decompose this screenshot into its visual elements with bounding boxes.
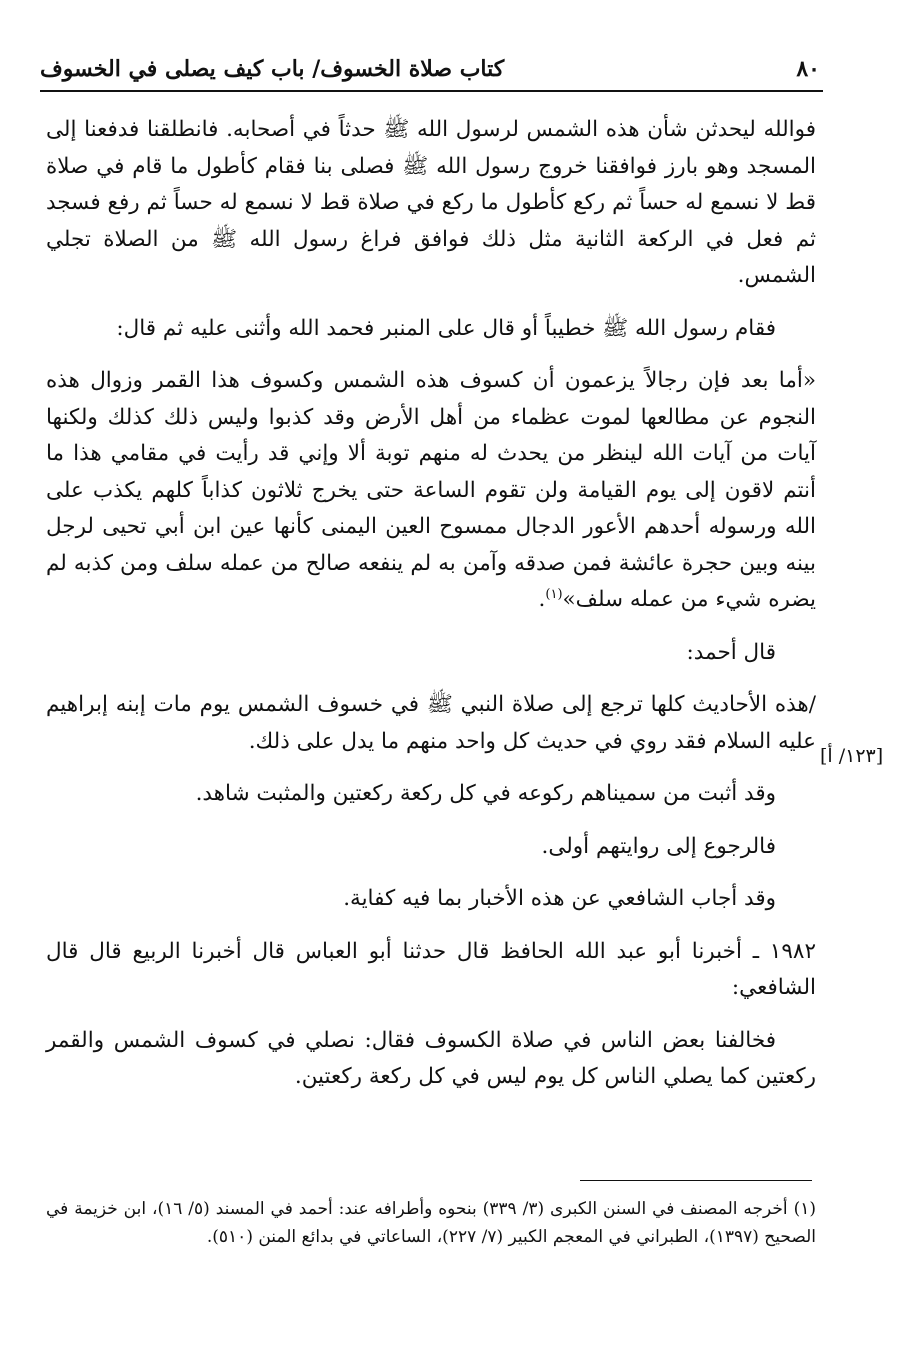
paragraph: وقد أثبت من سميناهم ركوعه في كل ركعة ركعتين والمثبت شاهد. (195, 781, 776, 806)
quote-end: . (538, 587, 546, 612)
paragraph: فالرجوع إلى روايتهم أولى. (541, 833, 776, 859)
page-header (40, 52, 820, 92)
hadith-quote (46, 363, 816, 619)
footnote-separator (580, 1180, 812, 1181)
paragraph: وقد أجاب الشافعي عن هذه الأخبار بما فيه كفاية. (343, 886, 776, 911)
running-title: كتاب صلاة الخسوف/ باب كيف يصلى في الخسوف (40, 56, 505, 82)
page-number: ٨٠ (796, 56, 820, 82)
paragraph: قال أحمد: (686, 639, 776, 665)
paragraph: /هذه الأحاديث كلها ترجع إلى صلاة النبي ﷺ في خسوف الشمس يوم مات إبنه إبراهيم عليه السلام فقد روي في حديث كل واحد منهم ما يدل على ذلك. (46, 692, 816, 754)
footnote-reference: (١) (545, 586, 563, 602)
header-rule (40, 90, 823, 92)
hadith-number-paragraph: ١٩٨٢ ـ أخبرنا أبو عبد الله الحافظ قال حدثنا أبو العباس قال أخبرنا الربيع قال قال الشافعي: (46, 938, 816, 1000)
footnote: (١) أخرجه المصنف في السنن الكبرى (٣/ ٣٣٩) بنحوه وأطرافه عند: أحمد في المسند (٥/ ١٦)، ابن خزيمة في الصحيح (١٣٩٧)، الطبراني في المعجم الكبير (٧/ ٢٢٧)، الساعاتي في بدائع المنن (٥١٠). (46, 1199, 816, 1247)
paragraph: فخالفنا بعض الناس في صلاة الكسوف فقال: نصلي في كسوف الشمس والقمر ركعتين كما يصلي الناس كل يوم ليس في كل ركعة ركعتين. (46, 1027, 816, 1089)
paragraph: فوالله ليحدثن شأن هذه الشمس لرسول الله ﷺ حدثاً في أصحابه. فانطلقنا فدفعنا إلى المسجد وهو بارز فوافقنا خروج رسول الله ﷺ فصلى بنا فقام كأطول ما قام في صلاة قط لا نسمع له حساً ثم ركع كأطول ما ركع في صلاة قط لا نسمع له حساً ثم رفع فسجد ثم فعل في الركعة الثانية مثل ذلك فوافق فراغ رسول الله ﷺ من الصلاة تجلي الشمس. (46, 117, 816, 288)
paragraph: فقام رسول الله ﷺ خطيباً أو قال على المنبر فحمد الله وأثنى عليه ثم قال: (116, 315, 776, 341)
margin-folio-marker: [١٢٣/ أ] (820, 745, 884, 767)
quote-text: «أما بعد فإن رجالاً يزعمون أن كسوف هذه الشمس وكسوف هذا القمر وزوال هذه النجوم عن مطالعها لموت عظماء من أهل الأرض وقد كذبوا وليس ذلك كذلك ولكنها آيات من آيات الله لينظر من يحدث له منهم توبة ألا وإني قد رأيت في مقامي هذا ما أنتم لاقون إلى يوم القيامة ولن تقوم الساعة حتى يخرج ثلاثون كذاباً كلهم يكذب على الله ورسوله أحدهم الأعور الدجال ممسوح العين اليمنى كأنها عين ابن أبي تحيى لرجل بينه وبين حجرة عائشة فمن صدقه وآمن به لم ينفعه صالح من عمله سلف ومن كذبه لم يضره شيء من عمله سلف» (46, 368, 816, 612)
main-text (46, 112, 816, 1096)
